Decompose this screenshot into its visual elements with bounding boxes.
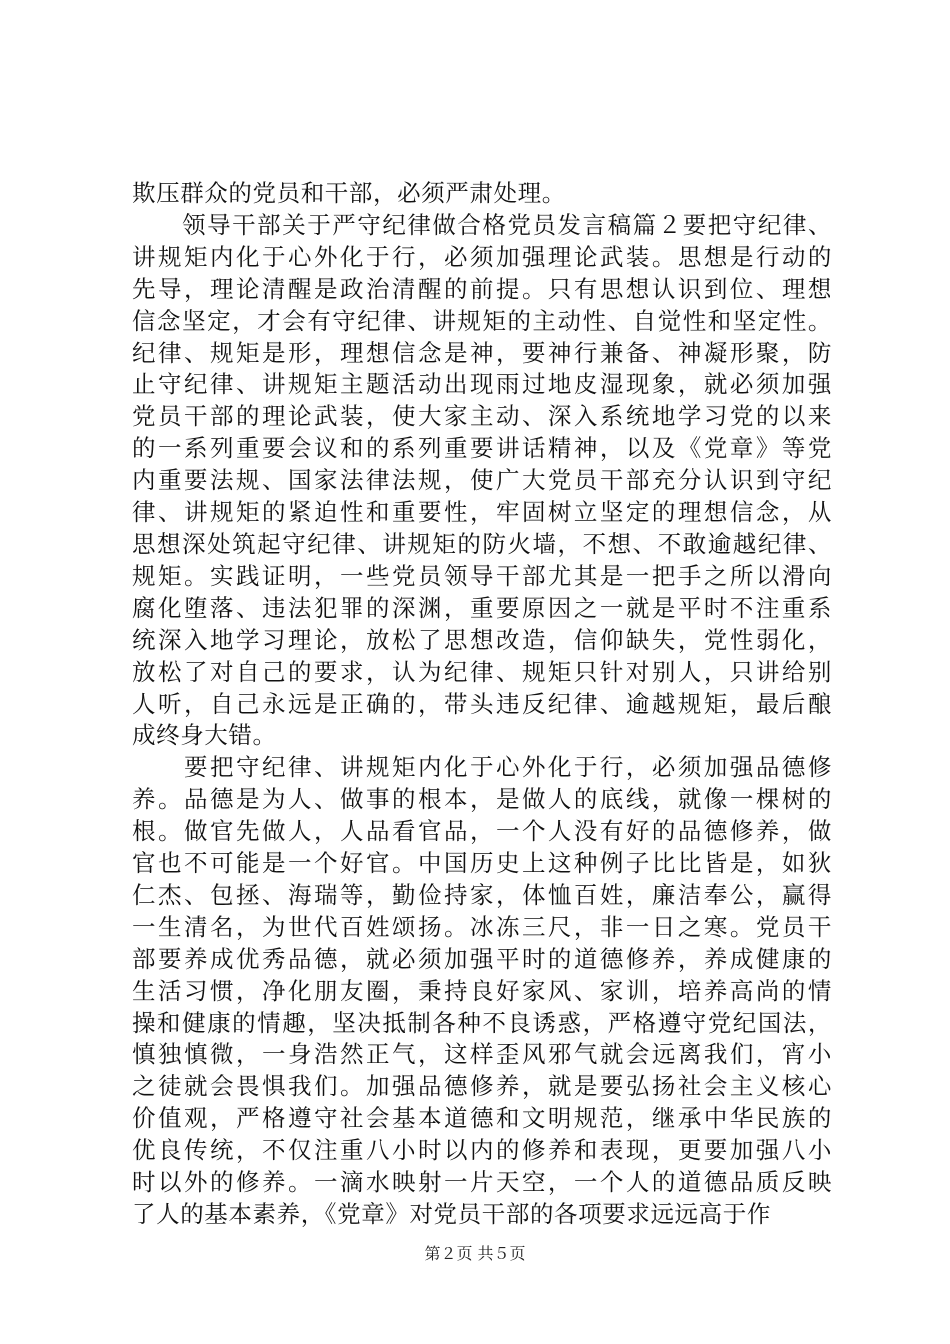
text-line: 止守纪律、讲规矩主题活动出现雨过地皮湿现象，就必须加强: [132, 370, 832, 399]
paragraph: [132, 210, 832, 752]
text-line: 思想深处筑起守纪律、讲规矩的防火墙，不想、不敢逾越纪律、: [132, 529, 832, 558]
paragraph: [132, 178, 832, 210]
text-line: 先导，理论清醒是政治清醒的前提。只有思想认识到位、理想: [132, 274, 832, 303]
text-line: 信念坚定，才会有守纪律、讲规矩的主动性、自觉性和坚定性。: [132, 306, 832, 335]
text-line: 了人的基本素养，《党章》对党员干部的各项要求远远高于作: [132, 1200, 771, 1228]
text-line: 操和健康的情趣，坚决抵制各种不良诱惑，严格遵守党纪国法，: [132, 1008, 832, 1037]
text-line: 规矩。实践证明，一些党员领导干部尤其是一把手之所以滑向: [132, 561, 832, 590]
paragraph: [132, 752, 832, 1231]
text-line: 仁杰、包拯、海瑞等，勤俭持家，体恤百姓，廉洁奉公，赢得: [132, 880, 832, 909]
text-line: 部要养成优秀品德，就必须加强平时的道德修养，养成健康的: [132, 944, 832, 973]
text-line: 要把守纪律、讲规矩内化于心外化于行，必须加强品德修: [132, 753, 832, 782]
text-line: 根。做官先做人，人品看官品，一个人没有好的品德修养，做: [132, 817, 832, 846]
text-line: 人听，自己永远是正确的，带头违反纪律、逾越规矩，最后酿: [132, 689, 832, 718]
text-line: 党员干部的理论武装，使大家主动、深入系统地学习党的以来: [132, 402, 832, 431]
text-line: 的一系列重要会议和的系列重要讲话精神，以及《党章》等党: [132, 434, 832, 463]
text-line: 讲规矩内化于心外化于行，必须加强理论武装。思想是行动的: [132, 242, 832, 271]
text-line: 优良传统，不仅注重八小时以内的修养和表现，更要加强八小: [132, 1136, 832, 1165]
page-footer: 第２页 共５页: [424, 1244, 526, 1263]
text-line: 领导干部关于严守纪律做合格党员发言稿篇２要把守纪律、: [132, 210, 832, 239]
text-line: 时以外的修养。一滴水映射一片天空，一个人的道德品质反映: [132, 1168, 832, 1197]
text-line: 生活习惯，净化朋友圈，秉持良好家风、家训，培养高尚的情: [132, 976, 832, 1005]
text-line: 放松了对自己的要求，认为纪律、规矩只针对别人，只讲给别: [132, 657, 832, 686]
text-line: 律、讲规矩的紧迫性和重要性，牢固树立坚定的理想信念，从: [132, 498, 832, 527]
text-line: 统深入地学习理论，放松了思想改造，信仰缺失，党性弱化，: [132, 625, 832, 654]
text-line: 之徒就会畏惧我们。加强品德修养，就是要弘扬社会主义核心: [132, 1072, 832, 1101]
text-line: 腐化堕落、违法犯罪的深渊，重要原因之一就是平时不注重系: [132, 593, 832, 622]
text-line: 欺压群众的党员和干部，必须严肃处理。: [132, 179, 566, 207]
text-line: 养。品德是为人、做事的根本，是做人的底线，就像一棵树的: [132, 785, 832, 814]
text-line: 内重要法规、国家法律法规，使广大党员干部充分认识到守纪: [132, 466, 832, 495]
text-line: 纪律、规矩是形，理想信念是神，要神行兼备、神凝形聚，防: [132, 338, 832, 367]
text-line: 价值观，严格遵守社会基本道德和文明规范，继承中华民族的: [132, 1104, 832, 1133]
text-line: 慎独慎微，一身浩然正气，这样歪风邪气就会远离我们，宵小: [132, 1040, 832, 1069]
text-line: 一生清名，为世代百姓颂扬。冰冻三尺，非一日之寒。党员干: [132, 912, 832, 941]
text-line: 成终身大错。: [132, 721, 277, 750]
document-body: [132, 178, 832, 1231]
text-line: 官也不可能是一个好官。中国历史上这种例子比比皆是，如狄: [132, 849, 832, 878]
